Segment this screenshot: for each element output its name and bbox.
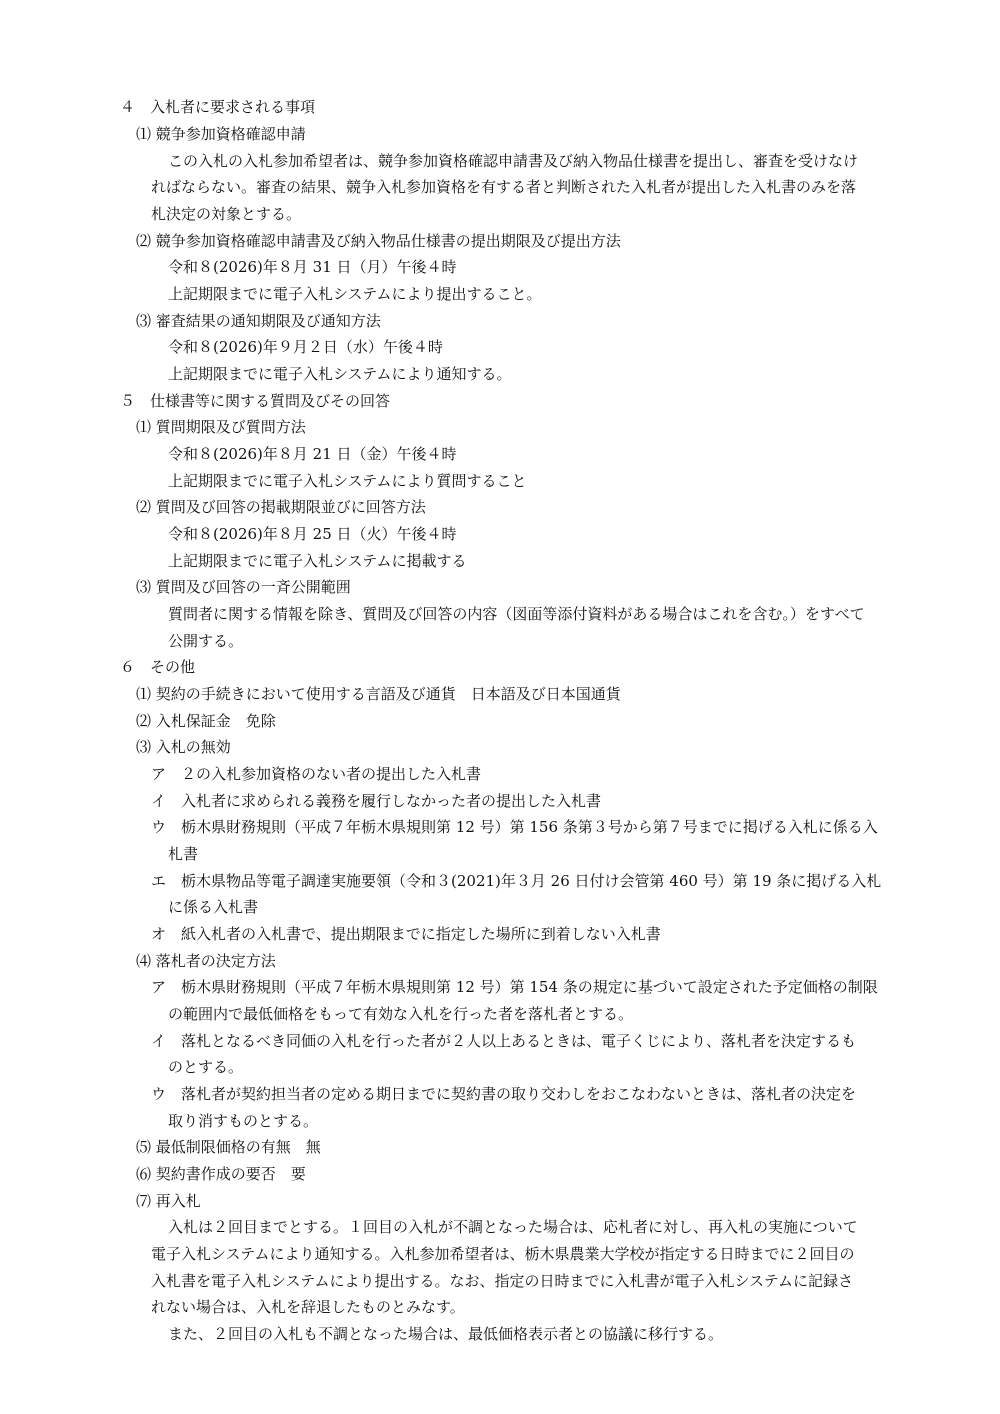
list-item-continuation: のとする。	[168, 1058, 244, 1076]
list-item: エ 栃木県物品等電子調達実施要領（令和３(2021)年３月 26 日付け会管第 460 号）第 19 条に掲げる入札	[151, 872, 882, 890]
subsection-heading: ⑶ 質問及び回答の一斉公開範囲	[136, 578, 351, 596]
list-item-continuation: 取り消すものとする。	[168, 1112, 319, 1130]
section-heading-4: ４ 入札者に要求される事項	[120, 98, 316, 116]
paragraph-line: 質問者に関する情報を除き、質問及び回答の内容（図面等添付資料がある場合はこれを含む。）をすべて	[168, 605, 865, 623]
list-item: イ 入札者に求められる義務を履行しなかった者の提出した入札書	[151, 792, 602, 810]
list-item: イ 落札となるべき同価の入札を行った者が２人以上あるときは、電子くじにより、落札者を決定するも	[151, 1032, 857, 1050]
deadline-line: 令和８(2026)年８月 31 日（月）午後４時	[168, 258, 457, 276]
subsection-heading: ⑷ 落札者の決定方法	[136, 952, 276, 970]
list-item: ウ 栃木県財務規則（平成７年栃木県規則第 12 号）第 156 条第３号から第７号までに掲げる入札に係る入	[151, 818, 878, 836]
subsection-heading: ⑴ 質問期限及び質問方法	[136, 418, 306, 436]
subsection-heading: ⑹ 契約書作成の要否 要	[136, 1165, 306, 1183]
paragraph-line: 電子入札システムにより通知する。入札参加希望者は、栃木県農業大学校が指定する日時までに２回目の	[151, 1245, 855, 1263]
paragraph-line: ればならない。審査の結果、競争入札参加資格を有する者と判断された入札者が提出した入札書のみを落	[151, 178, 857, 196]
paragraph-line: 入札書を電子入札システムにより提出する。なお、指定の日時までに入札書が電子入札システムに記録さ	[151, 1272, 854, 1290]
section-heading-6: ６ その他	[120, 658, 196, 676]
paragraph-line: また、２回目の入札も不調となった場合は、最低価格表示者との協議に移行する。	[168, 1325, 724, 1343]
section-heading-5: ５ 仕様書等に関する質問及びその回答	[120, 392, 391, 410]
list-item: オ 紙入札者の入札書で、提出期限までに指定した場所に到着しない入札書	[151, 925, 661, 943]
subsection-heading: ⑴ 競争参加資格確認申請	[136, 125, 306, 143]
deadline-line: 令和８(2026)年８月 25 日（火）午後４時	[168, 525, 457, 543]
subsection-heading: ⑸ 最低制限価格の有無 無	[136, 1138, 321, 1156]
paragraph-line: 公開する。	[168, 632, 244, 650]
list-item: ア ２の入札参加資格のない者の提出した入札書	[151, 765, 482, 783]
paragraph-line: 上記期限までに電子入札システムにより提出すること。	[168, 285, 542, 303]
paragraph-line: れない場合は、入札を辞退したものとみなす。	[151, 1298, 465, 1316]
subsection-heading: ⑴ 契約の手続きにおいて使用する言語及び通貨 日本語及び日本国通貨	[136, 685, 621, 703]
paragraph-line: 上記期限までに電子入札システムにより質問すること	[168, 472, 527, 490]
subsection-heading: ⑺ 再入札	[136, 1192, 201, 1210]
paragraph-line: 札決定の対象とする。	[151, 205, 302, 223]
paragraph-line: 上記期限までに電子入札システムに掲載する	[168, 552, 467, 570]
list-item: ウ 落札者が契約担当者の定める期日までに契約書の取り交わしをおこなわないときは、落札者の決定を	[151, 1085, 857, 1103]
paragraph-line: この入札の入札参加希望者は、競争参加資格確認申請書及び納入物品仕様書を提出し、審査を受けなけ	[168, 152, 859, 170]
subsection-heading: ⑵ 競争参加資格確認申請書及び納入物品仕様書の提出期限及び提出方法	[136, 232, 621, 250]
subsection-heading: ⑶ 入札の無効	[136, 738, 231, 756]
list-item-continuation: 札書	[168, 845, 199, 863]
subsection-heading: ⑵ 入札保証金 免除	[136, 712, 276, 730]
subsection-heading: ⑵ 質問及び回答の掲載期限並びに回答方法	[136, 498, 426, 516]
subsection-heading: ⑶ 審査結果の通知期限及び通知方法	[136, 312, 381, 330]
paragraph-line: 上記期限までに電子入札システムにより通知する。	[168, 365, 512, 383]
list-item-continuation: の範囲内で最低価格をもって有効な入札を行った者を落札者とする。	[168, 1005, 634, 1023]
list-item-continuation: に係る入札書	[168, 898, 259, 916]
deadline-line: 令和８(2026)年９月２日（水）午後４時	[168, 338, 443, 356]
paragraph-line: 入札は２回目までとする。１回目の入札が不調となった場合は、応札者に対し、再入札の実施について	[168, 1218, 858, 1236]
list-item: ア 栃木県財務規則（平成７年栃木県規則第 12 号）第 154 条の規定に基づいて設定された予定価格の制限	[151, 978, 878, 996]
deadline-line: 令和８(2026)年８月 21 日（金）午後４時	[168, 445, 457, 463]
